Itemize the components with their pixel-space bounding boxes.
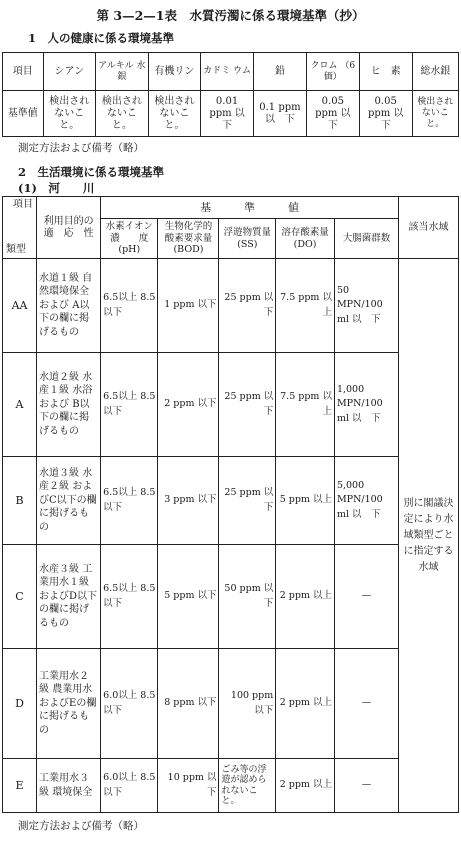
use-cell: 水産３級 工業用水１級 およびD以下の欄に掲げるもの	[37, 545, 101, 649]
type-cell: D	[3, 649, 37, 759]
ss-cell: 50 ppm 以下	[219, 545, 276, 649]
ss-cell: ごみ等の浮遊が認められないこと。	[219, 759, 276, 813]
header-coli: 大腸菌群数	[334, 219, 398, 259]
ss-cell: 25 ppm 以下	[219, 457, 276, 545]
bod-cell: 10 ppm 以下	[158, 759, 219, 813]
ph-cell: 6.5以上 8.5以下	[101, 259, 158, 353]
header-type-label: 類型	[6, 244, 26, 255]
type-cell: AA	[3, 259, 37, 353]
header-corner	[3, 197, 37, 259]
col-organophosphorus: 有機リン	[148, 53, 201, 91]
type-cell: C	[3, 545, 37, 649]
do-cell: 2 ppm 以上	[276, 545, 335, 649]
table-row	[3, 353, 459, 457]
ph-cell: 6.0以上 8.5以下	[101, 759, 158, 813]
value-organophosphorus: 検出され ないこと。	[148, 91, 201, 137]
header-item-label: 項目	[13, 199, 34, 210]
coli-cell: 5,000 MPN/100 ml 以 下	[334, 457, 398, 545]
table-row	[3, 759, 459, 813]
ss-cell: 25 ppm 以下	[219, 353, 276, 457]
coli-cell: —	[334, 649, 398, 759]
type-cell: B	[3, 457, 37, 545]
value-cyanide: 検出され ないこと。	[43, 91, 96, 137]
col-arsenic: ヒ 素	[359, 53, 412, 91]
col-lead: 鉛	[254, 53, 307, 91]
river-standards-table	[2, 196, 459, 813]
bod-cell: 3 ppm 以下	[158, 457, 219, 545]
section2-note: 測定方法および備考（略）	[18, 820, 144, 832]
type-cell: A	[3, 353, 37, 457]
header-do: 溶存酸素量 (DO)	[276, 219, 335, 259]
header-ph: 水素イオン 濃 度 (pH)	[101, 219, 158, 259]
header-area: 該当水域	[398, 197, 458, 259]
col-chromium: クロム （6 価）	[306, 53, 359, 91]
header-standard: 基 準 値	[101, 197, 399, 219]
coli-cell: —	[334, 759, 398, 813]
do-cell: 2 ppm 以上	[276, 759, 335, 813]
use-cell: 工業用水３級 環境保全	[37, 759, 101, 813]
do-cell: 2 ppm 以上	[276, 649, 335, 759]
section1-note: 測定方法および備考（略）	[18, 142, 144, 154]
header-use-purpose: 利用目的の 適 応 性	[37, 197, 101, 259]
ph-cell: 6.5以上 8.5以下	[101, 353, 158, 457]
bod-cell: 1 ppm 以下	[158, 259, 219, 353]
bod-cell: 2 ppm 以下	[158, 353, 219, 457]
section2-heading: 2 生活環境に係る環境基準	[18, 165, 165, 179]
ss-cell: 100 ppm 以下	[219, 649, 276, 759]
col-cadmium: カドミ ウム	[201, 53, 254, 91]
value-arsenic: 0.05 ppm 以 下	[359, 91, 412, 137]
col-alkyl-mercury: アルキル 水 銀	[96, 53, 149, 91]
value-alkyl-mercury: 検出され ないこと。	[96, 91, 149, 137]
ph-cell: 6.0以上 8.5以下	[101, 649, 158, 759]
header-ss: 浮遊物質量 (SS)	[219, 219, 276, 259]
table-row	[3, 545, 459, 649]
use-cell: 工業用水２級 農業用水 およびEの欄に掲げるもの	[37, 649, 101, 759]
bod-cell: 8 ppm 以下	[158, 649, 219, 759]
document-title: 第 3—2—1表 水質汚濁に係る環境基準（抄）	[96, 8, 365, 23]
row-header-value: 基準値	[3, 91, 44, 137]
row-header-item: 項目	[3, 53, 44, 91]
table-row	[3, 259, 459, 353]
ss-cell: 25 ppm 以下	[219, 259, 276, 353]
do-cell: 7.5 ppm 以上	[276, 353, 335, 457]
bod-cell: 5 ppm 以下	[158, 545, 219, 649]
use-cell: 水道２級 水産１級 水浴および B以下の欄に掲げるもの	[37, 353, 101, 457]
area-cell: 別に閣議決定により水域類型ごとに指定する水域	[398, 259, 458, 813]
ph-cell: 6.5以上 8.5以下	[101, 545, 158, 649]
col-cyanide: シアン	[43, 53, 96, 91]
value-chromium: 0.05 ppm 以 下	[306, 91, 359, 137]
section2-subheading: (1) 河 川	[18, 181, 95, 195]
coli-cell: —	[334, 545, 398, 649]
type-cell: E	[3, 759, 37, 813]
health-standards-table	[2, 52, 459, 137]
section1-heading: 1 人の健康に係る環境基準	[28, 31, 175, 45]
value-cadmium: 0.01 ppm 以 下	[201, 91, 254, 137]
coli-cell: 50 MPN/100 ml 以 下	[334, 259, 398, 353]
value-lead: 0.1 ppm 以 下	[254, 91, 307, 137]
do-cell: 7.5 ppm 以上	[276, 259, 335, 353]
table-row	[3, 457, 459, 545]
do-cell: 5 ppm 以上	[276, 457, 335, 545]
ph-cell: 6.5以上 8.5以下	[101, 457, 158, 545]
table-row	[3, 649, 459, 759]
coli-cell: 1,000 MPN/100 ml 以 下	[334, 353, 398, 457]
use-cell: 水道３級 水産２級 およびC以下の欄に掲げるもの	[37, 457, 101, 545]
use-cell: 水道１級 自然環境保全および A以下の欄に掲げるもの	[37, 259, 101, 353]
value-total-mercury: 検出され ないこと。	[412, 91, 458, 137]
col-total-mercury: 総水銀	[412, 53, 458, 91]
header-bod: 生物化学的 酸素要求量 (BOD)	[158, 219, 219, 259]
